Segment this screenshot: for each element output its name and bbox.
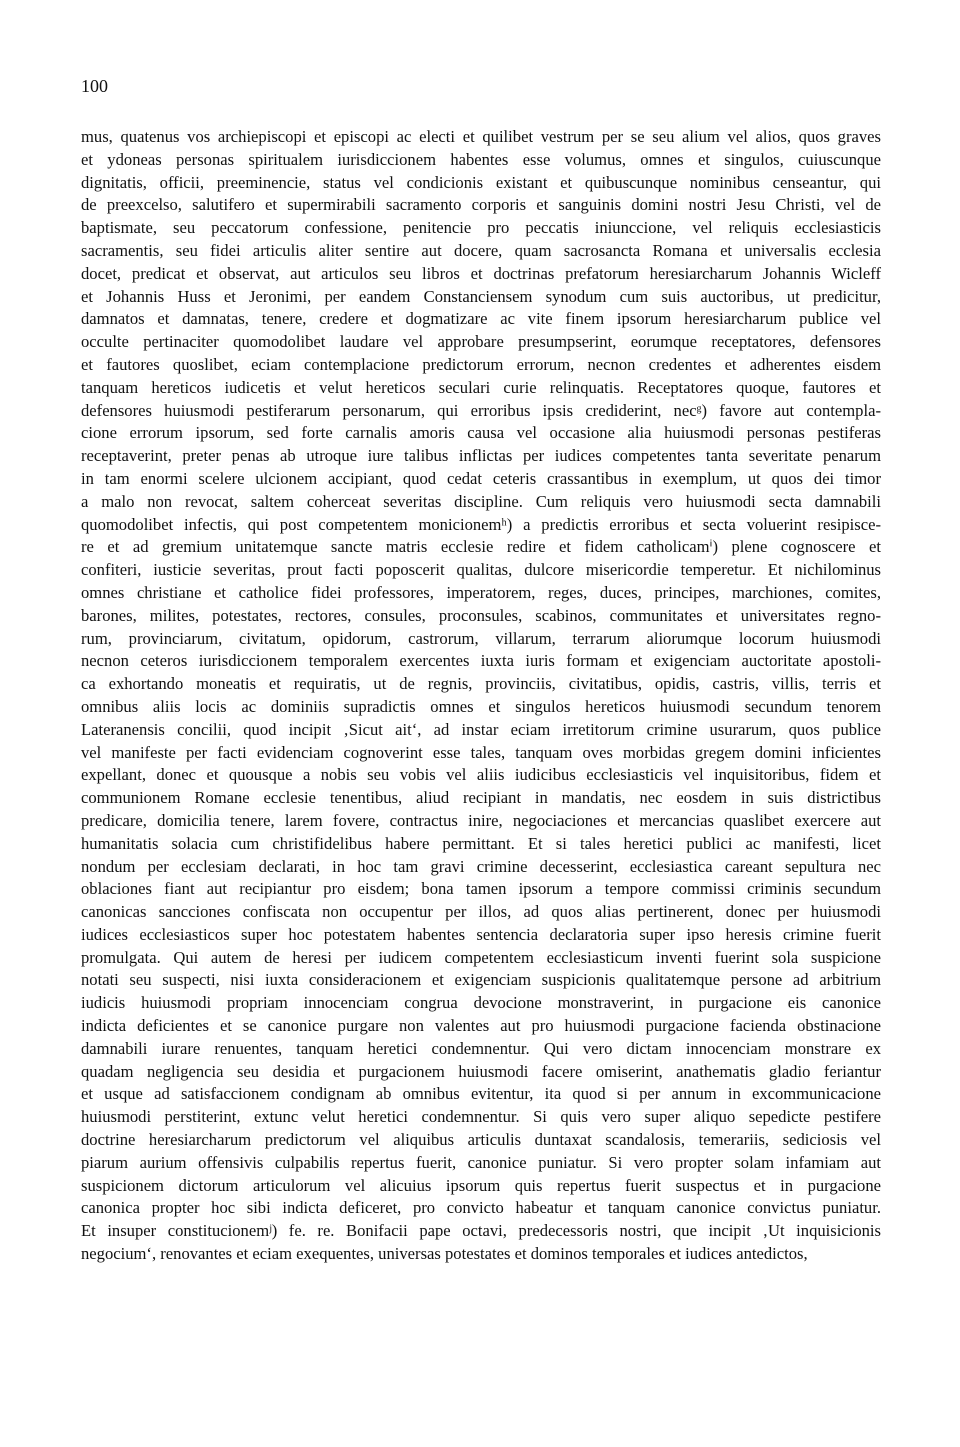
text-line: vel manifeste per facti evidenciam cognoverint esse tales, tanquam oves morbidas gregem domini inficientes <box>81 742 881 762</box>
text-line: Et insuper constitucionemʲ) fe. re. Bonifacii pape octavi, predecessoris nostri, que incipit ‚Ut inquisicionis <box>81 1221 881 1241</box>
text-line: in tam enormi scelere ulcionem accipiant, quod cedat ceteris crassantibus in exemplum, ut quos dei timor <box>81 468 881 488</box>
text-line: negocium‘, renovantes et eciam exequentes, universas potestates et dominos temporales et iudices antedictos, <box>81 1244 808 1264</box>
text-line: defensores huiusmodi pestiferarum personarum, qui erroribus ipsis crediderint, necᵍ) favore aut contempla- <box>81 400 881 420</box>
text-line: barones, milites, potestates, rectores, consules, proconsules, scabinos, communitates et universitates regno- <box>81 605 881 625</box>
text-line: et Johannis Huss et Jeronimi, per eandem Constanciensem synodum cum suis auctoribus, ut predicitur, <box>81 286 881 306</box>
text-line: necnon ceteros iurisdiccionem temporalem exercentes iuxta iuris formam et exigenciam auctoritate apostoli- <box>81 651 881 671</box>
text-line: et fautores quoslibet, eciam contemplacione predictorum errorum, necnon credentes et adherentes eisdem <box>81 354 881 374</box>
text-line: communionem Romane ecclesie tenentibus, aliud recipiant in mandatis, nec eosdem in suis districtibus <box>81 788 881 808</box>
text-line: indicta deficientes et se canonice purgare non valentes aut pro huiusmodi purgacione facienda obstinacione <box>81 1016 881 1036</box>
text-line: a malo non revocat, saltem coherceat severitas discipline. Cum reliquis vero huiusmodi secta damnabili <box>81 491 881 511</box>
text-line: re et ad gremium unitatemque sancte matris ecclesie redire et fidem catholicamⁱ) plene cognoscere et <box>81 537 881 557</box>
text-line: occulte pertinaciter quomodolibet laudare vel approbare presumpserint, eorumque receptatores, defensores <box>81 332 881 352</box>
page-number: 100 <box>81 76 108 96</box>
text-line: quomodolibet infectis, qui post competentem monicionemʰ) a predictis erroribus et secta voluerint resipisce- <box>81 514 881 534</box>
text-line: notati seu suspecti, nisi iuxta consideracionem et exigenciam suspicionis qualitatemque persone ad arbitrium <box>81 970 881 990</box>
text-line: damnatos et damnatas, tenere, credere et dogmatizare ac vite finem ipsorum heresiarcharum publice vel <box>81 309 881 329</box>
text-line: et usque ad satisfaccionem condignam ab omnibus evitentur, ita quod si per annum in excommunicacione <box>81 1084 881 1104</box>
text-line: suspicionem dictorum articulorum vel alicuius ipsorum quis repertus fuerit suspectus et in purgacione <box>81 1175 881 1195</box>
text-line: iudices ecclesiasticos super hoc potestatem habentes sentencia declaratoria super ipso heresis crimine fuerit <box>81 924 881 944</box>
text-line: receptaverint, preter penas ab utroque iure talibus inflictas per iudices competentes tanta severitate penarum <box>81 446 881 466</box>
text-line: nondum per ecclesiam declarati, in hoc tam gravi crimine decesserint, ecclesiastica careant sepultura nec <box>81 856 881 876</box>
text-line: humanitatis solacia cum christifidelibus habere permittant. Et si tales heretici publici ac manifesti, licet <box>81 833 881 853</box>
text-line: ca exhortando moneatis et requiratis, ut de regnis, provinciis, civitatibus, opidis, castris, villis, terris et <box>81 674 881 694</box>
text-line: baptismate, seu peccatorum confessione, penitencie pro peccatis iniunccione, vel reliquis ecclesiasticis <box>81 218 881 238</box>
text-line: oblaciones fiant aut recipiantur pro eisdem; bona tamen ipsorum a tempore commissi criminis secundum <box>81 879 881 899</box>
text-line: damnabili iurare renuentes, tanquam heretici condemnentur. Qui vero dictam innocenciam monstrare ex <box>81 1038 881 1058</box>
text-line: mus, quatenus vos archiepiscopi et episcopi ac electi et quilibet vestrum per se seu alium vel alios, quos graves <box>81 127 881 146</box>
text-line: quadam negligencia seu desidia et purgacionem huiusmodi facere omiserint, anathematis gladio feriantur <box>81 1061 881 1081</box>
text-line: omnes christiane et catholice fidei professores, imperatorem, reges, duces, principes, marchiones, comites, <box>81 582 881 602</box>
text-line: predicare, domicilia tenere, larem fovere, contractus inire, negociaciones et mercancias quaslibet exercere aut <box>81 810 881 830</box>
text-line: huiusmodi perstiterint, extunc velut heretici condemnentur. Si quis vero super aliquo sepedicte pestifere <box>81 1107 881 1127</box>
body-text <box>81 126 881 1266</box>
text-line: doctrine heresiarcharum predictorum vel aliquibus articulis duntaxat scandalosis, temerariis, sediciosis vel <box>81 1130 881 1150</box>
text-line: et ydoneas personas spiritualem iurisdiccionem habentes esse volumus, omnes et singulos, cuiuscunque <box>81 149 881 169</box>
text-line: canonica propter hoc sibi indicta deficeret, pro convicto habeatur et tanquam canonice convictus puniatur. <box>81 1198 881 1218</box>
text-line: confiteri, iusticie severitas, prout facti poposcerit qualitas, dulcore misericordie temperetur. Et nichilominus <box>81 560 881 580</box>
text-line: docet, predicat et observat, aut articulos seu libros et doctrinas prefatorum heresiarcharum Johannis Wicleff <box>81 263 881 283</box>
text-line: Lateranensis concilii, quod incipit ‚Sicut ait‘, ad instar eciam irretitorum crimine usurarum, quos publice <box>81 719 881 739</box>
text-line: promulgata. Qui autem de heresi per iudicem competentem ecclesiasticum inventi fuerint sola suspicione <box>81 947 881 967</box>
text-line: expellant, donec et quousque a nobis seu vobis vel aliis iudicibus ecclesiasticis vel inquisitoribus, fidem et <box>81 765 881 785</box>
text-line: omnibus aliis locis ac dominiis supradictis omnes et singulos hereticos huiusmodi secundum tenorem <box>81 696 881 716</box>
text-line: canonicas sancciones confiscata non occupentur per illos, ad quos alias pertinerent, donec per huiusmodi <box>81 902 881 922</box>
text-line: cione errorum ipsorum, sed forte carnalis amoris causa vel occasione alia huiusmodi personas pestiferas <box>81 423 881 443</box>
text-line: iudicis huiusmodi propriam innocenciam congrua devocione monstraverint, in purgacione eis canonice <box>81 993 881 1013</box>
text-line: rum, provinciarum, civitatum, opidorum, castrorum, villarum, terrarum aliorumque locorum huiusmodi <box>81 628 881 648</box>
text-line: piarum aurium offensivis culpabilis repertus fuerit, canonice puniatur. Si vero propter solam infamiam aut <box>81 1152 881 1172</box>
text-line: de preexcelso, salutifero et supermirabili sacramento corporis et sanguinis domini nostri Jesu Christi, vel de <box>81 195 881 215</box>
text-line: tanquam hereticos iudicetis et velut hereticos seculari curie relinquatis. Receptatores quoque, fautores et <box>81 377 881 397</box>
text-line: dignitatis, officii, preeminencie, status vel condicionis existant et quibuscunque nominibus censeantur, qui <box>81 172 881 192</box>
text-line: sacramentis, seu fidei articulis aliter sentire aut docere, quam sacrosancta Romana et universalis ecclesia <box>81 240 881 260</box>
